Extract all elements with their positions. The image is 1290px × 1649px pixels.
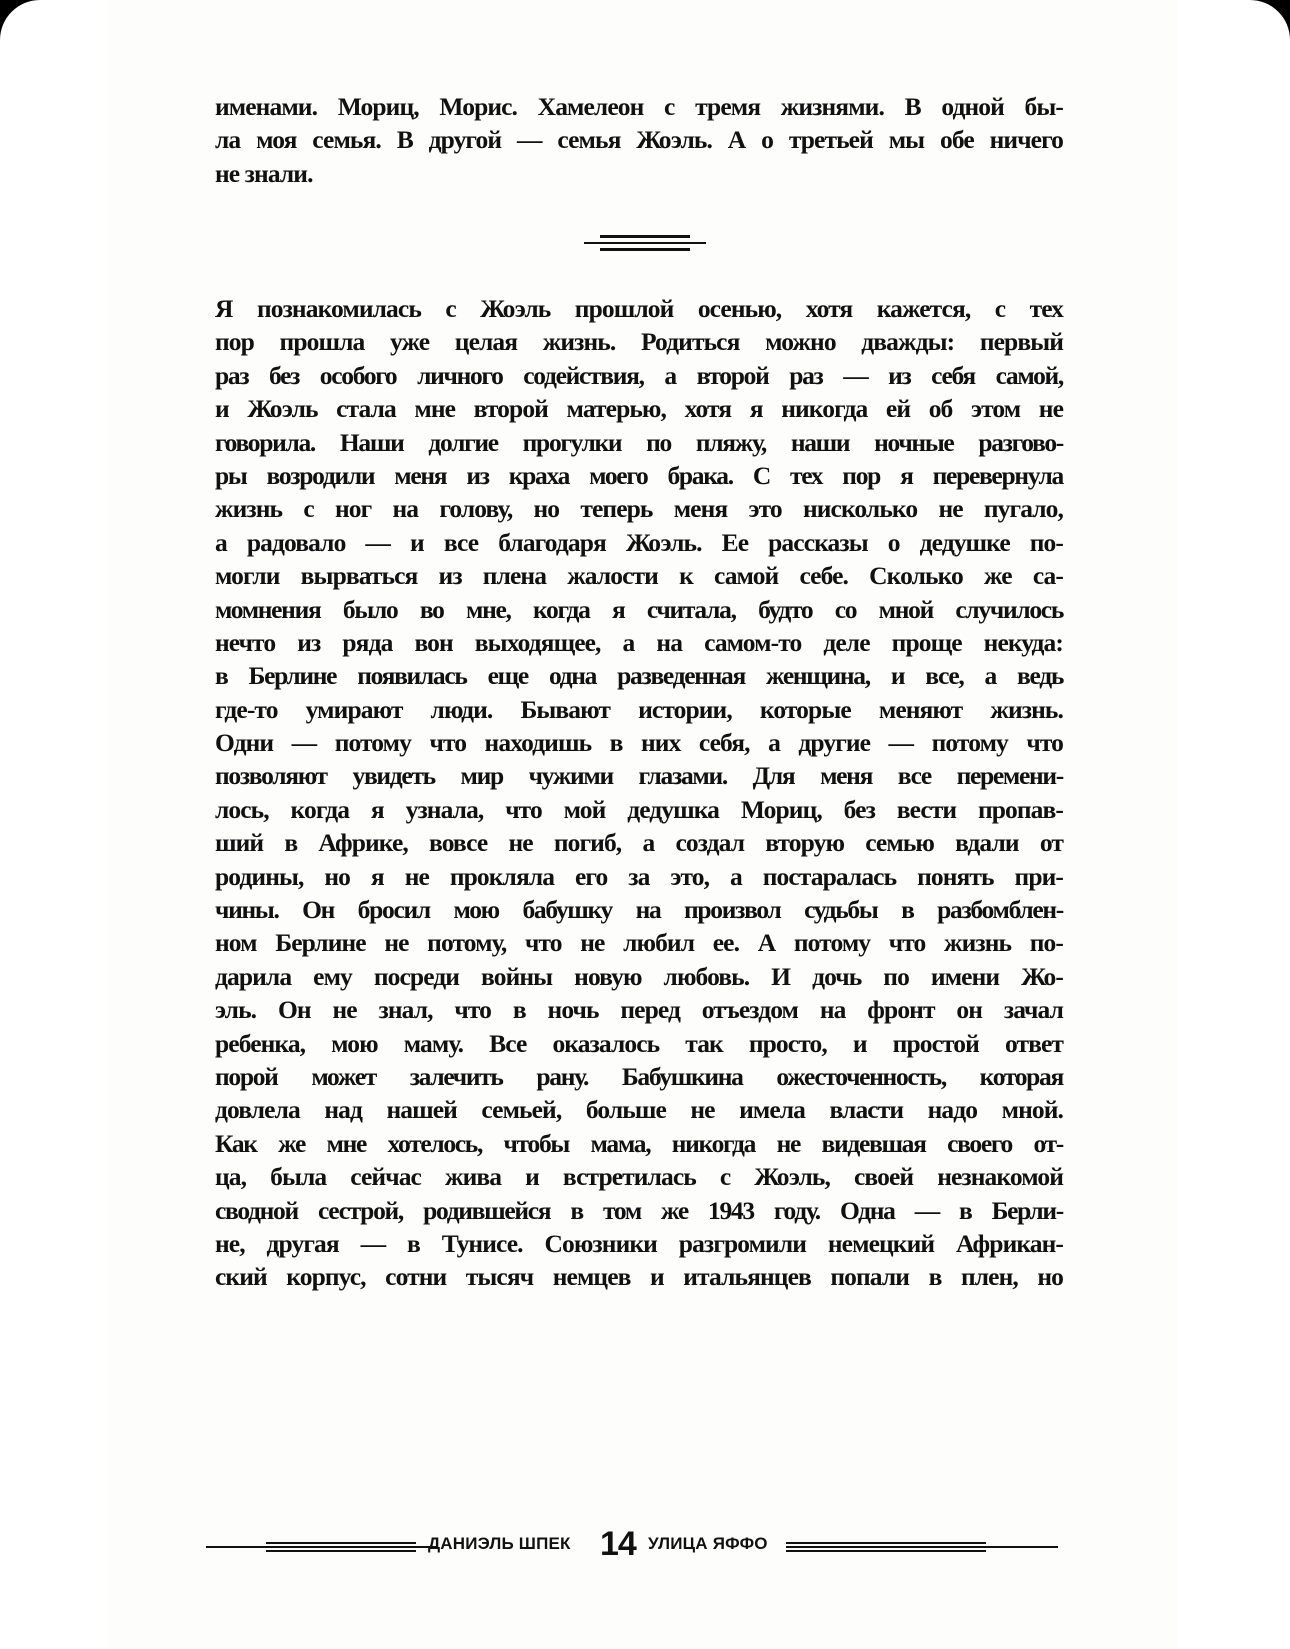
text-line: и Жоэль стала мне второй матерью, хотя я никогда ей об этом не [215, 394, 1063, 424]
text-line: Как же мне хотелось, чтобы мама, никогда не видевшая своего от- [215, 1128, 1063, 1158]
text-line: момнения было во мне, когда я считала, будто со мной случилось [215, 594, 1063, 624]
text-line: ла моя семья. В другой — семья Жоэль. А о третьей мы обе ничего [215, 125, 1063, 155]
text-line: родины, но я не прокляла его за это, а постаралась понять при- [215, 861, 1063, 891]
text-line: ца, была сейчас жива и встретилась с Жоэль, своей незнакомой [215, 1162, 1063, 1192]
footer-rule-right [786, 1550, 986, 1552]
text-line: жизнь с ног на голову, но теперь меня это нисколько не пугало, [215, 494, 1063, 524]
text-line: ры возродили меня из краха моего брака. С тех пор я перевернула [215, 460, 1063, 490]
text-line: нечто из ряда вон выходящее, а на самом-то деле проще некуда: [215, 627, 1063, 657]
text-line: Одни — потому что находишь в них себя, а другие — потому что [215, 728, 1063, 758]
text-line: чины. Он бросил мою бабушку на произвол судьбы в разбомблен- [215, 895, 1063, 925]
text-line: пор прошла уже целая жизнь. Родиться можно дважды: первый [215, 327, 1063, 357]
text-line: ший в Африке, вовсе не погиб, а создал вторую семью вдали от [215, 828, 1063, 858]
footer-rule-left [266, 1542, 416, 1544]
text-line: не, другая — в Тунисе. Союзники разгромили немецкий Африкан- [215, 1228, 1063, 1258]
footer-book-title: УЛИЦА ЯФФО [648, 1534, 768, 1553]
text-line: где-то умирают люди. Бывают истории, которые меняют жизнь. [215, 694, 1063, 724]
text-line: не знали. [215, 158, 313, 188]
text-line: довлела над нашей семьей, больше не имела власти надо мной. [215, 1095, 1063, 1125]
text-line: ребенка, мою маму. Все оказалось так просто, и простой ответ [215, 1028, 1063, 1058]
footer-rule-right [786, 1546, 1058, 1548]
text-line: говорила. Наши долгие прогулки по пляжу, наши ночные разгово- [215, 427, 1063, 457]
footer-rule-left [206, 1546, 436, 1548]
text-line: лось, когда я узнала, что мой дедушка Мориц, без вести пропав- [215, 794, 1063, 824]
page-number: 14 [600, 1525, 636, 1563]
section-divider-ornament [584, 232, 706, 254]
text-line: Я познакомилась с Жоэль прошлой осенью, хотя кажется, с тех [215, 294, 1063, 323]
text-line: позволяют увидеть мир чужими глазами. Для меня все перемени- [215, 761, 1063, 791]
footer-author: ДАНИЭЛЬ ШПЕК [428, 1534, 571, 1553]
text-line: именами. Мориц, Морис. Хамелеон с тремя жизнями. В одной бы- [215, 92, 1063, 121]
text-line: могли вырваться из плена жалости к самой себе. Сколько же са- [215, 561, 1063, 591]
paragraph-2 [215, 292, 1063, 1294]
footer-rule-right [786, 1542, 986, 1544]
text-line: сводной сестрой, родившейся в том же 1943 году. Одна — в Берли- [215, 1195, 1063, 1225]
text-line: ном Берлине не потому, что не любил ее. А потому что жизнь по- [215, 928, 1063, 958]
text-line: порой может залечить рану. Бабушкина ожесточенность, которая [215, 1061, 1063, 1091]
text-line: в Берлине появилась еще одна разведенная женщина, и все, а ведь [215, 661, 1063, 691]
running-footer [206, 1525, 1058, 1566]
text-line: ский корпус, сотни тысяч немцев и итальянцев попали в плен, но [215, 1262, 1063, 1292]
text-line: а радовало — и все благодаря Жоэль. Ее рассказы о дедушке по- [215, 527, 1063, 557]
text-line: дарила ему посреди войны новую любовь. И дочь по имени Жо- [215, 961, 1063, 991]
footer-rule-left [266, 1550, 416, 1552]
paragraph-1 [215, 90, 1063, 190]
text-line: эль. Он не знал, что в ночь перед отъездом на фронт он зачал [215, 995, 1063, 1025]
text-line: раз без особого личного содействия, а второй раз — из себя самой, [215, 360, 1063, 390]
